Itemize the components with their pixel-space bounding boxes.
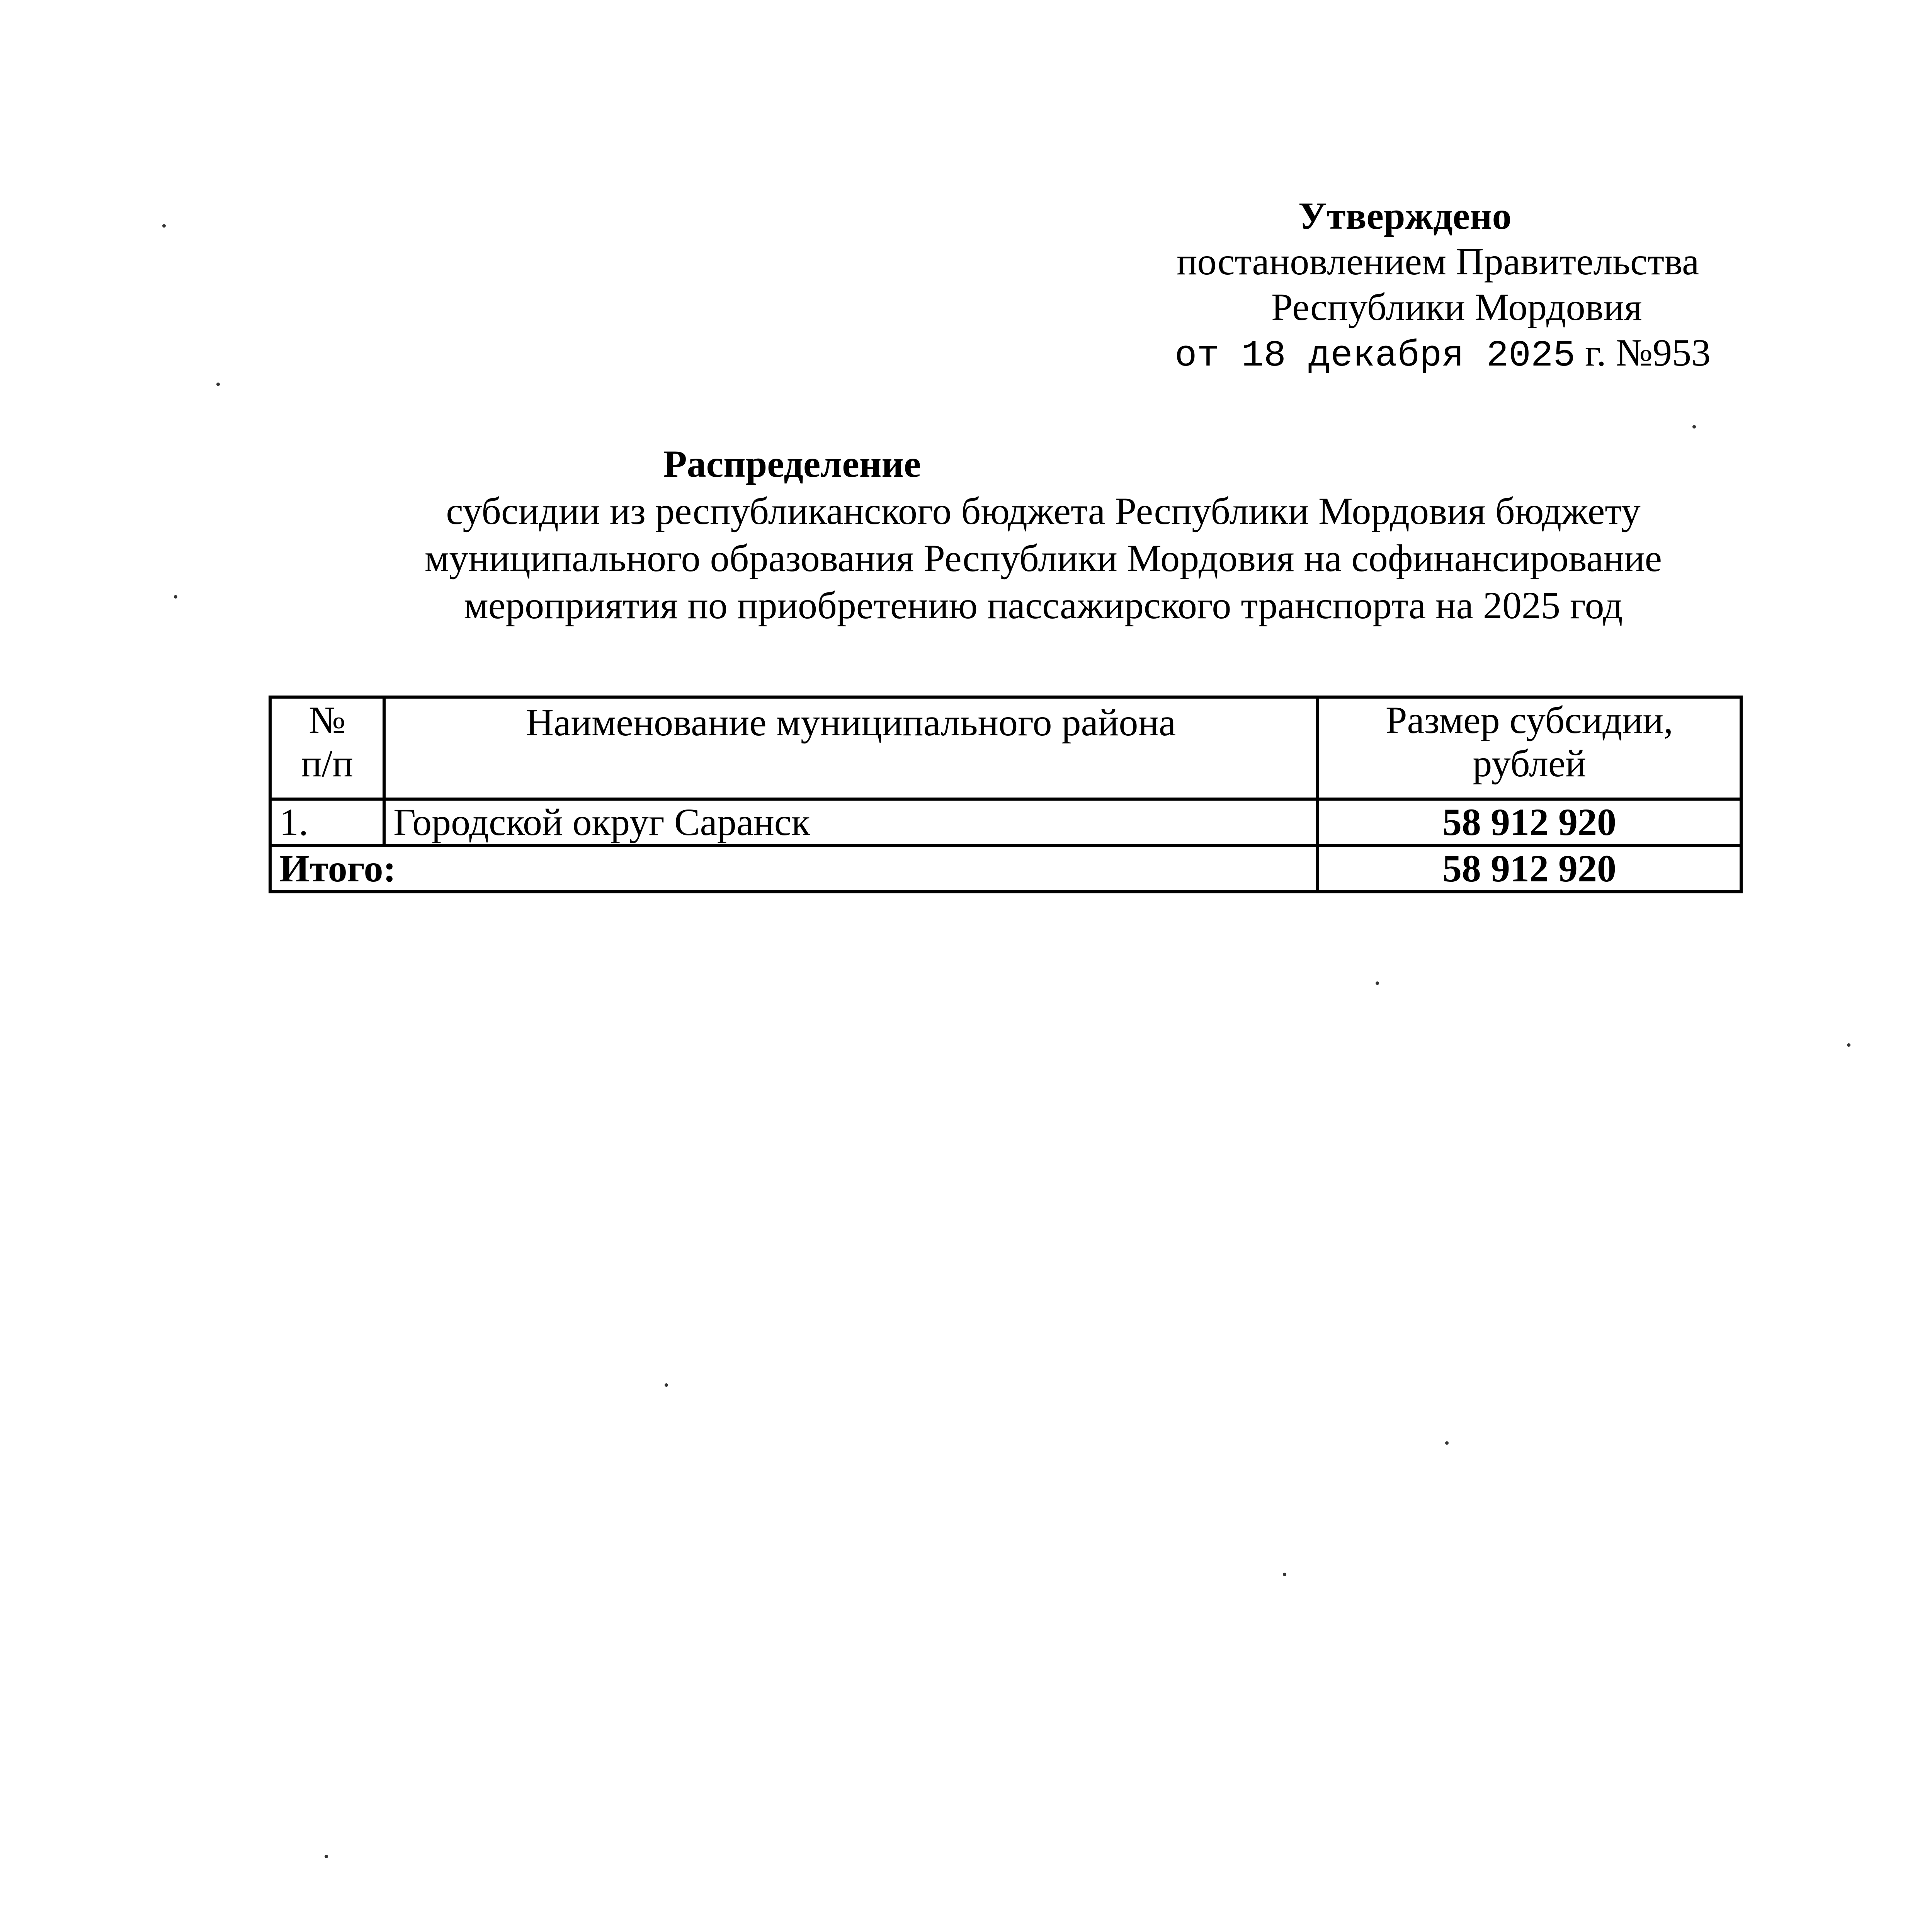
scan-speck <box>665 1383 668 1387</box>
scan-speck <box>162 224 166 228</box>
approval-title: Утверждено <box>1298 194 1512 237</box>
header-number-sign: № <box>308 699 346 742</box>
header-number-pp: п/п <box>301 742 353 785</box>
header-number <box>270 697 384 799</box>
subsidy-table <box>269 696 1743 893</box>
header-sum-line1: Размер субсидии, <box>1385 699 1673 742</box>
approval-block <box>1159 193 1816 379</box>
header-sum-line2: рублей <box>1473 742 1586 785</box>
table-total-row <box>270 845 1741 892</box>
total-sum: 58 912 920 <box>1318 845 1741 892</box>
header-name: Наименование муниципального района <box>384 697 1318 799</box>
table-row <box>270 799 1741 845</box>
approval-number: г. №953 <box>1575 331 1711 374</box>
scan-speck <box>1283 1573 1286 1576</box>
table-header-row <box>270 697 1741 799</box>
subtitle-line-1: субсидии из республиканского бюджета Республики Мордовия бюджету <box>446 490 1641 532</box>
row-number: 1. <box>270 799 384 845</box>
scan-speck <box>1847 1043 1850 1047</box>
scan-speck <box>1445 1441 1449 1445</box>
subsidy-table-wrapper <box>269 696 1743 893</box>
row-name: Городской округ Саранск <box>384 799 1318 845</box>
approval-line-republic: Республики Мордовия <box>1271 286 1642 328</box>
approval-date: от 18 декабря 2025 <box>1175 335 1575 377</box>
row-sum: 58 912 920 <box>1318 799 1741 845</box>
document-title: Распределение <box>663 442 921 485</box>
header-sum <box>1318 697 1741 799</box>
scan-speck <box>174 595 177 599</box>
document-heading <box>270 440 1816 629</box>
scan-speck <box>1376 981 1379 985</box>
subtitle-line-2: муниципального образования Республики Мордовия на софинансирование <box>424 537 1662 580</box>
approval-line-government: постановлением Правительства <box>1177 240 1699 283</box>
scan-speck <box>1692 425 1696 429</box>
approval-date-line <box>1175 330 1816 379</box>
scan-speck <box>216 383 220 386</box>
scan-speck <box>325 1855 328 1858</box>
subtitle-line-3: мероприятия по приобретению пассажирского транспорта на 2025 год <box>464 584 1623 627</box>
total-label: Итого: <box>270 845 1318 892</box>
